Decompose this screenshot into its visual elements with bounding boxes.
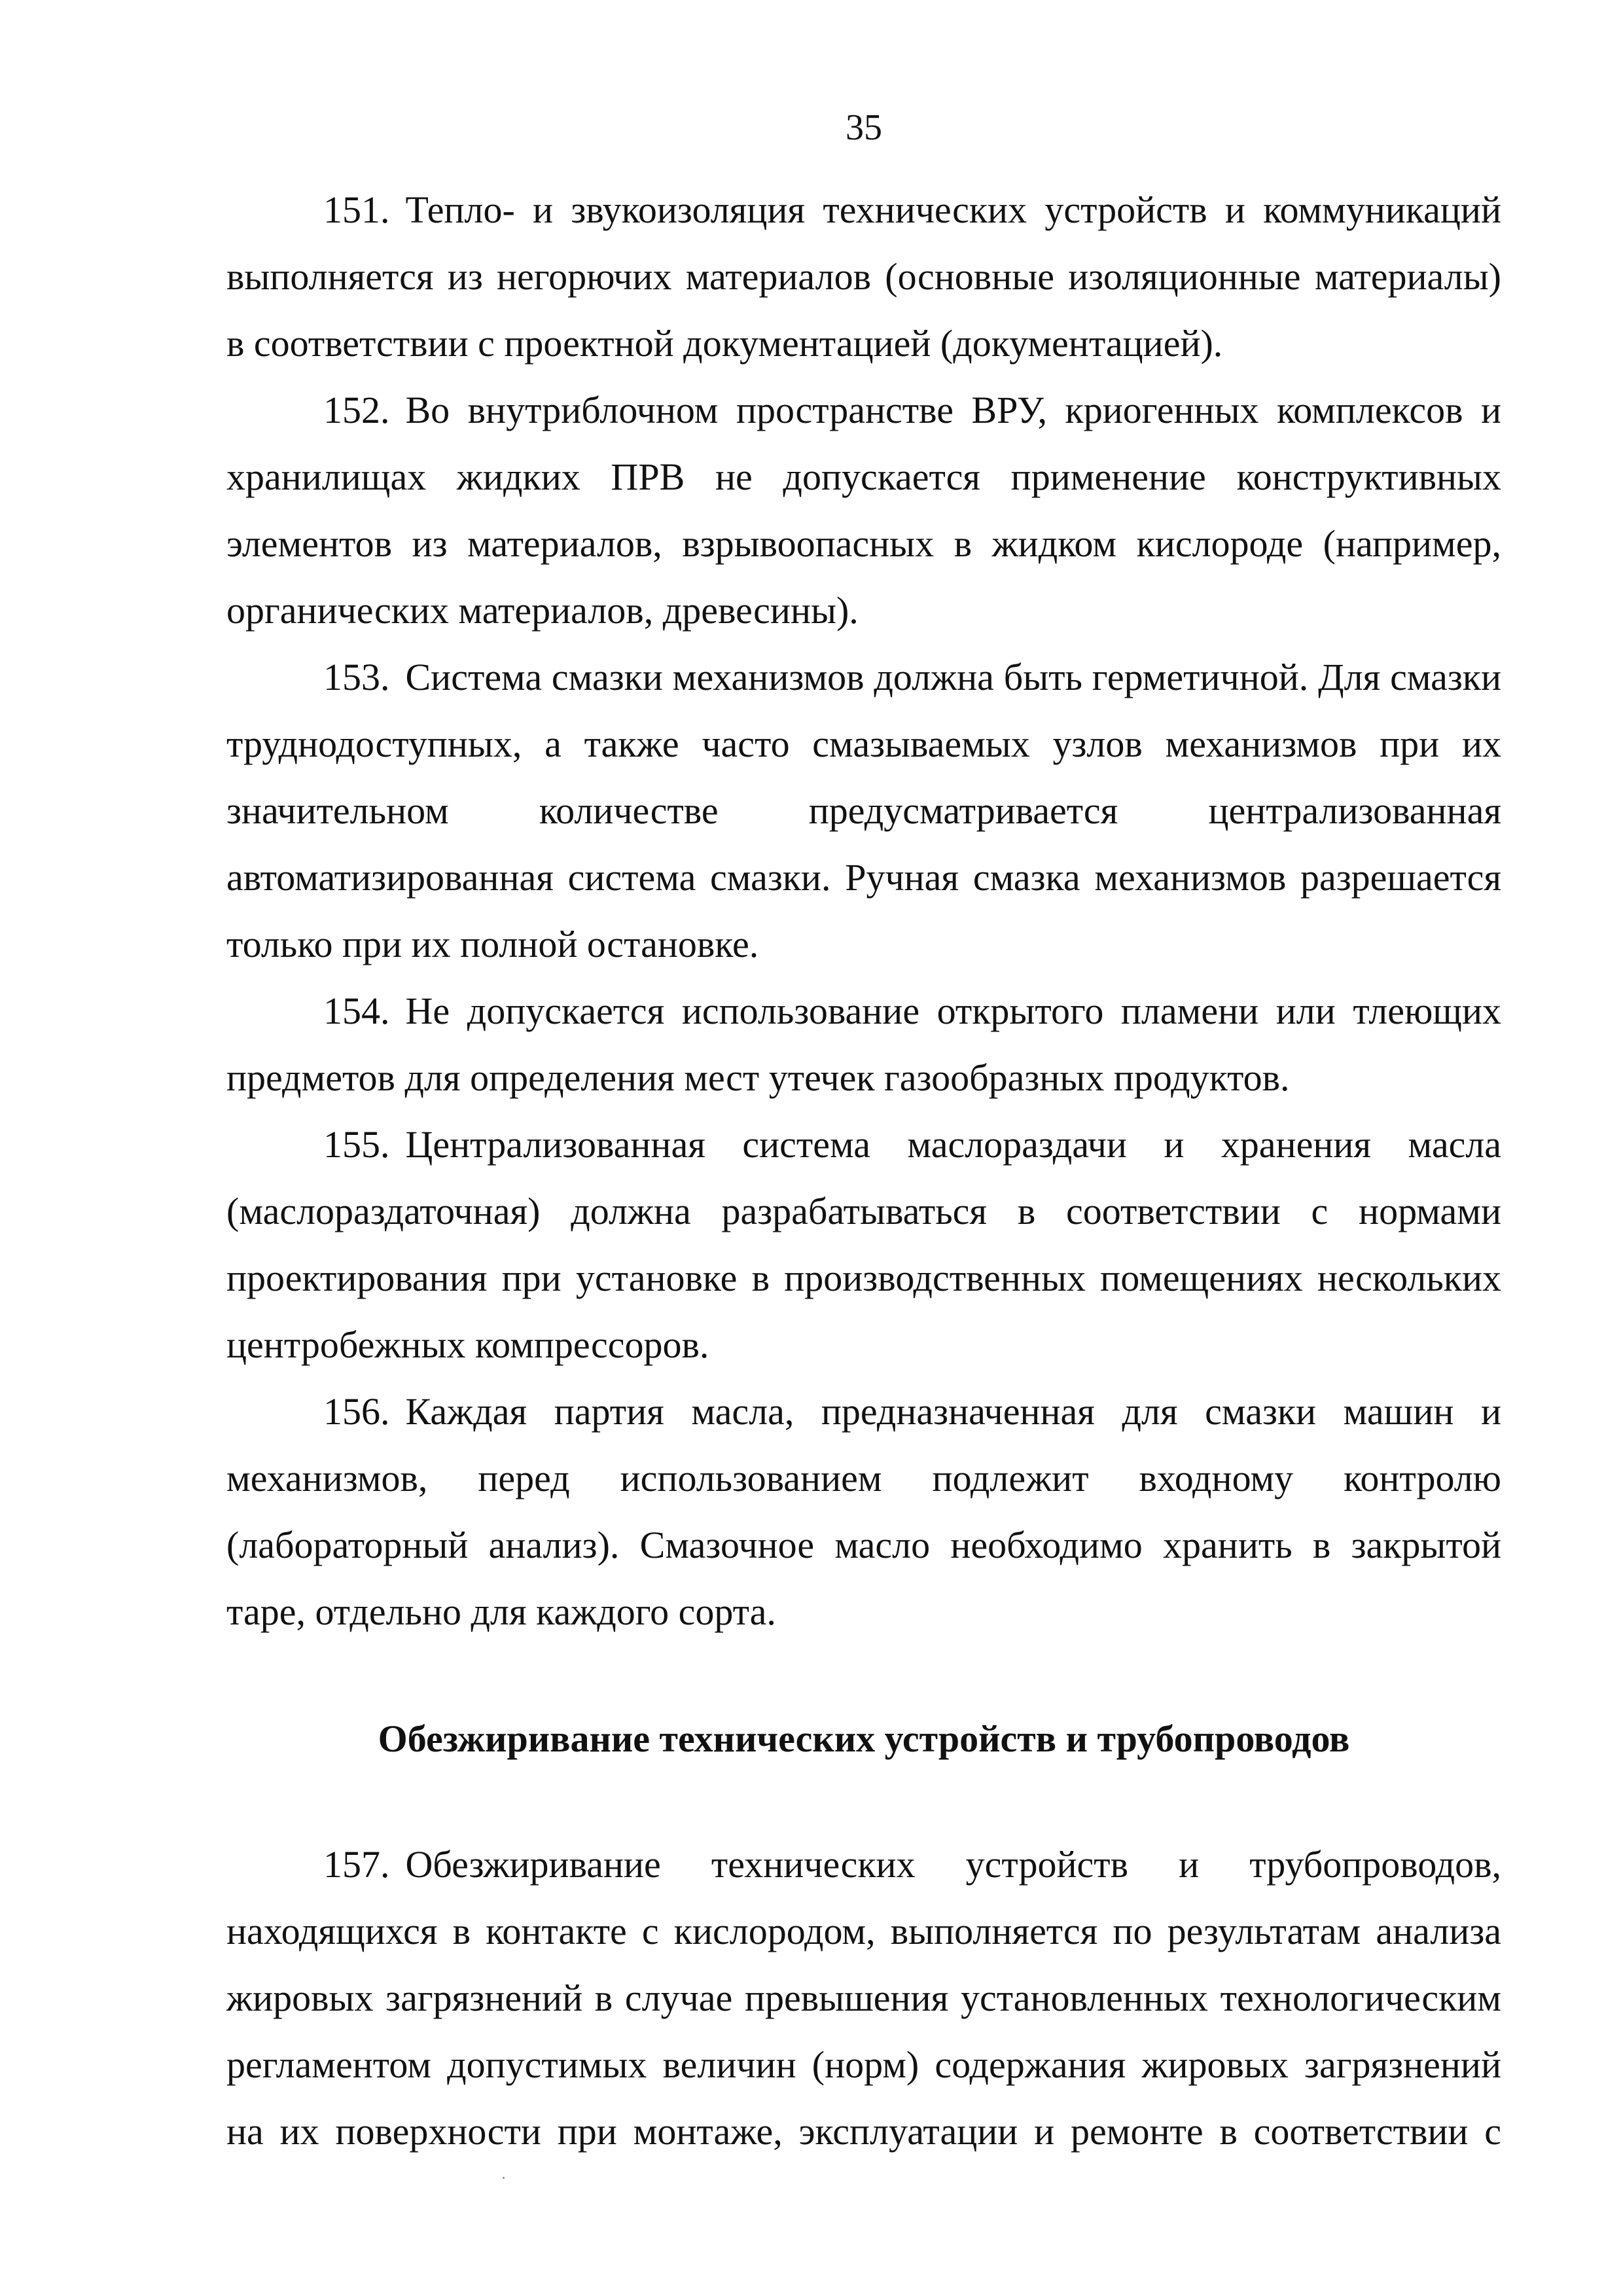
paragraph-153: [226, 644, 1501, 978]
paragraph-text: Во внутриблочном пространстве ВРУ, криогенных комплексов и хранилищах жидких ПРВ не допускается применение конструктивных элементов из материалов, взрывоопасных в жидком кислороде (например, органических материалов, древесины).: [226, 389, 1501, 632]
paragraph-text: Не допускается использование открытого пламени или тлеющих предметов для определения мест утечек газообразных продуктов.: [226, 990, 1501, 1099]
paragraph-number: 157.: [323, 1843, 390, 1886]
paragraph-157: [226, 1831, 1501, 2165]
document-body: [226, 177, 1501, 2165]
section-heading: Обезжиривание технических устройств и трубопроводов: [378, 1717, 1350, 1760]
paragraph-number: 151.: [323, 188, 390, 231]
paragraph-number: 156.: [323, 1390, 390, 1433]
paragraph-text: Система смазки механизмов должна быть герметичной. Для смазки труднодоступных, а также часто смазываемых узлов механизмов при их значительном количестве предусматривается централизованная автоматизированная система смазки. Ручная смазка механизмов разрешается только при их полной остановке.: [226, 656, 1501, 965]
paragraph-text: Обезжиривание технических устройств и трубопроводов, находящихся в контакте с кислородом, выполняется по результатам анализа жировых загрязнений в случае превышения установленных технологическим регламентом допустимых величин (норм) содержания жировых загрязнений на их поверхности при монтаже, эксплуатации и ремонте в соответствии с: [226, 1843, 1501, 2153]
page-number: 35: [846, 107, 882, 148]
paragraph-155: [226, 1111, 1501, 1378]
paragraph-text: Централизованная система маслораздачи и хранения масла (маслораздаточная) должна разрабатываться в соответствии с нормами проектирования при установке в производственных помещениях нескольких центробежных компрессоров.: [226, 1123, 1501, 1366]
paragraph-number: 153.: [323, 656, 390, 698]
paragraph-151: [226, 177, 1501, 377]
paragraph-number: 155.: [323, 1123, 390, 1166]
paragraph-number: 152.: [323, 389, 390, 431]
paragraph-156: [226, 1378, 1501, 1645]
paragraph-text: Каждая партия масла, предназначенная для смазки машин и механизмов, перед использованием подлежит входному контролю (лабораторный анализ). Смазочное масло необходимо хранить в закрытой таре, отдельно для каждого сорта.: [226, 1390, 1501, 1633]
paragraph-number: 154.: [323, 990, 390, 1032]
paragraph-text: Тепло- и звукоизоляция технических устройств и коммуникаций выполняется из негорючих материалов (основные изоляционные материалы) в соответствии с проектной документацией (документацией).: [226, 188, 1501, 365]
scan-speck: [503, 2177, 505, 2179]
paragraph-154: [226, 978, 1501, 1111]
paragraph-152: [226, 377, 1501, 644]
